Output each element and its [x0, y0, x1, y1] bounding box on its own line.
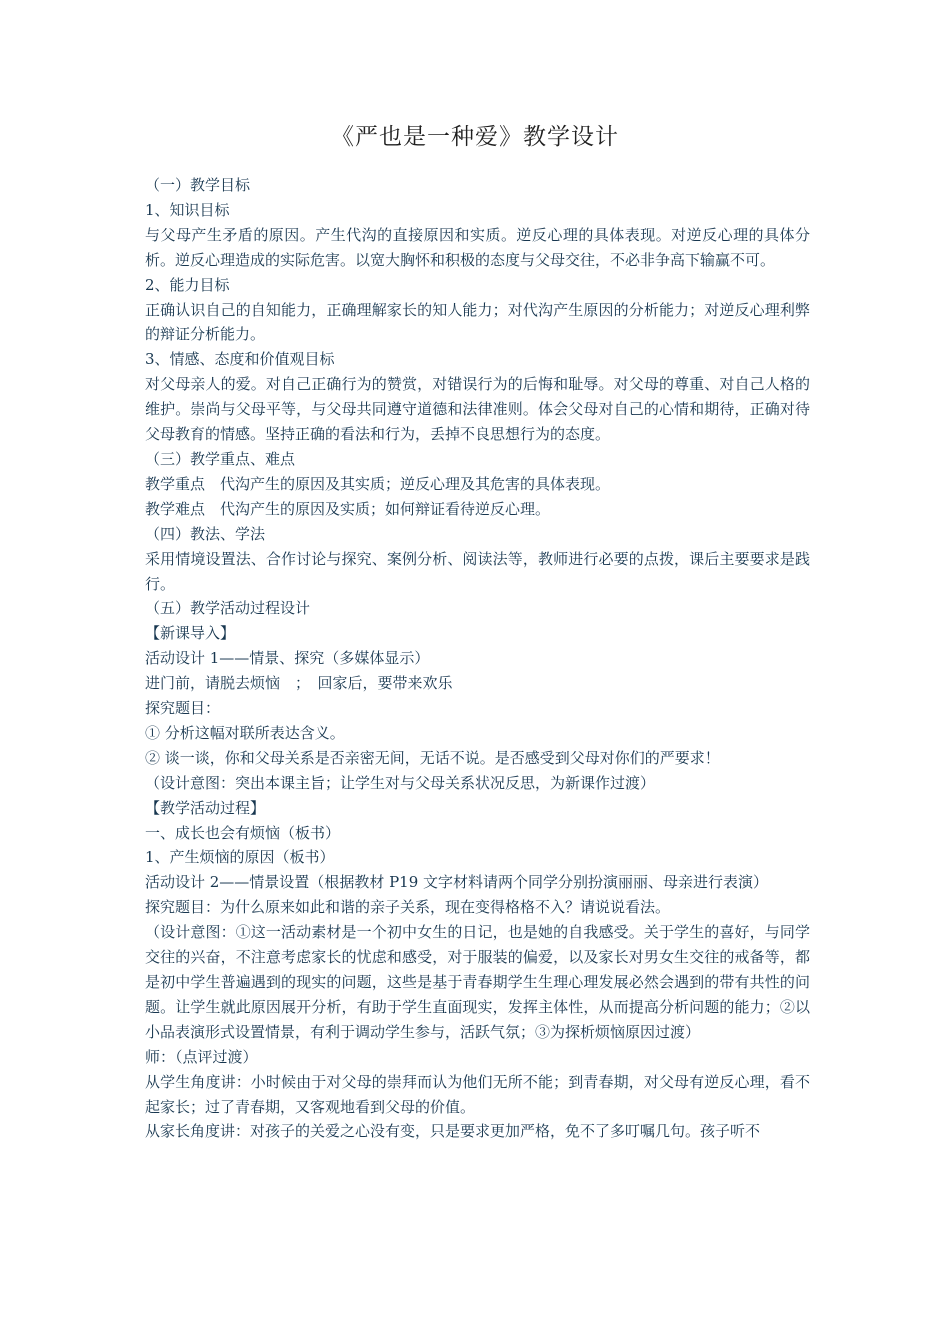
paragraph: 1、产生烦恼的原因（板书）: [145, 848, 335, 867]
paragraph: 师：（点评过渡）: [145, 1047, 258, 1066]
paragraph: 进门前，请脱去烦恼 ； 回家后，要带来欢乐: [145, 674, 453, 693]
bracket-heading-intro: 【新课导入】: [145, 624, 236, 643]
paragraph: 采用情境设置法、合作讨论与探究、案例分析、阅读法等，教师进行必要的点拨，课后主要要求是践行。: [145, 549, 810, 593]
paragraph: （设计意图：①这一活动素材是一个初中女生的日记，也是她的自我感受。关于学生的喜好，与同学交往的兴奋，不注意考虑家长的忧虑和感受，对于服装的偏爱，以及家长对男女生交往的戒备等，都是初中学生普遍遇到的现实的问题，这些是基于青春期学生生理心理发展必然会遇到的带有共性的问题。让学生就此原因展开分析，有助于学生直面现实，发挥主体性，从而提高分析问题的能力；②以小品表演形式设置情景，有利于调动学生参与，活跃气氛；③为探析烦恼原因过渡）: [145, 923, 810, 1041]
paragraph: 探究题目：: [145, 699, 221, 718]
paragraph: 一、成长也会有烦恼（板书）: [145, 823, 341, 842]
paragraph: （设计意图：突出本课主旨；让学生对与父母关系状况反思，为新课作过渡）: [145, 773, 656, 792]
document-title: 《严也是一种爱》教学设计: [331, 124, 619, 150]
document-body: [145, 173, 810, 1144]
paragraph: 探究题目：为什么原来如此和谐的亲子关系，现在变得格格不入？请说说看法。: [145, 898, 671, 917]
section-heading-teaching-goals: （一）教学目标: [145, 176, 251, 194]
subheading-emotion-goals: 3、情感、态度和价值观目标: [145, 350, 335, 369]
paragraph: 活动设计 1——情景、探究（多媒体显示）: [145, 649, 430, 668]
subheading-knowledge-goals: 1、知识目标: [145, 200, 230, 219]
list-item: ① 分析这幅对联所表达含义。: [145, 723, 345, 742]
paragraph: 正确认识自己的自知能力，正确理解家长的知人能力；对代沟产生原因的分析能力；对逆反心理利弊的辩证分析能力。: [145, 300, 810, 344]
bracket-heading-process: 【教学活动过程】: [145, 798, 266, 817]
paragraph: 教学重点 代沟产生的原因及其实质；逆反心理及其危害的具体表现。: [145, 474, 611, 493]
paragraph: 从学生角度讲：小时候由于对父母的崇拜而认为他们无所不能；到青春期，对父母有逆反心理，看不起家长；过了青春期，又客观地看到父母的价值。: [145, 1072, 810, 1116]
paragraph: 教学难点 代沟产生的原因及实质；如何辩证看待逆反心理。: [145, 499, 551, 518]
subheading-ability-goals: 2、能力目标: [145, 275, 230, 294]
paragraph: 从家长角度讲：对孩子的关爱之心没有变，只是要求更加严格，免不了多叮嘱几句。孩子听不: [145, 1122, 761, 1141]
section-heading-key-points: （三）教学重点、难点: [145, 449, 296, 468]
paragraph: 对父母亲人的爱。对自己正确行为的赞赏，对错误行为的后悔和耻辱。对父母的尊重、对自己人格的维护。崇尚与父母平等，与父母共同遵守道德和法律准则。体会父母对自己的心情和期待，正确对待父母教育的情感。坚持正确的看法和行为，丢掉不良思想行为的态度。: [145, 375, 810, 444]
section-heading-activity-design: （五）教学活动过程设计: [145, 599, 311, 618]
paragraph: 活动设计 2——情景设置（根据教材 P19 文字材料请两个同学分别扮演丽丽、母亲进行表演）: [145, 873, 769, 892]
list-item: ② 谈一谈，你和父母关系是否亲密无间，无话不说。是否感受到父母对你们的严要求！: [145, 748, 720, 767]
section-heading-methods: （四）教法、学法: [145, 524, 266, 543]
paragraph: 与父母产生矛盾的原因。产生代沟的直接原因和实质。逆反心理的具体表现。对逆反心理的具体分析。逆反心理造成的实际危害。以宽大胸怀和积极的态度与父母交往，不必非争高下输赢不可。: [145, 225, 810, 269]
